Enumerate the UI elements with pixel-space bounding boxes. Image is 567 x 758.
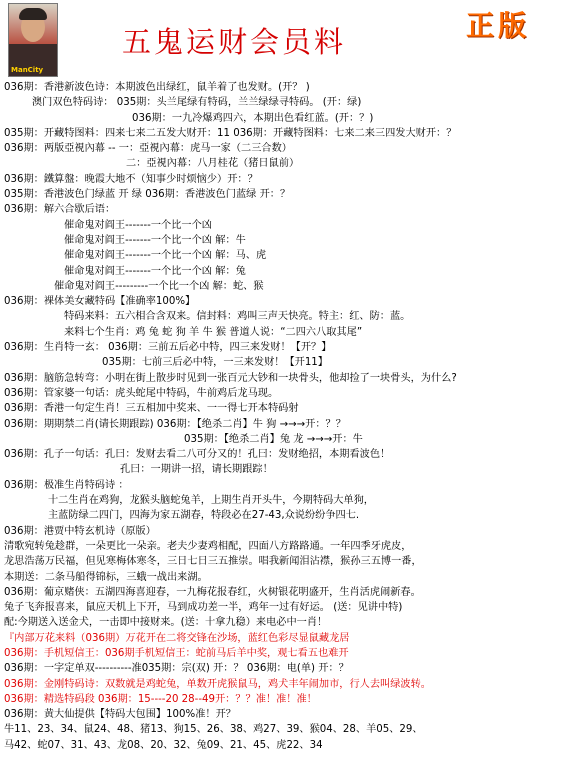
content-line: 036期：生肖特一玄： 036期：三前五后必中特，四三来发财！【开？】 xyxy=(4,342,332,354)
content-line: 清歌宛转兔趁群，一朵更比一朵亲。老夫少妻鸡相配，四面八方路路通。一年四季牙虎皮， xyxy=(4,540,412,552)
author-photo xyxy=(8,3,58,77)
content-line: 本期送：二条马船得锦标，三蛾一战出来湖。 xyxy=(4,571,208,583)
content-line: 牛11、23、34、鼠24、48、猪13、狗15、26、38、鸡27、39、猴04、28、羊05、29、 xyxy=(4,724,423,736)
content-line: 036期：管家婆一句话：虎头蛇尾中特码，牛前鸡后龙马现。 xyxy=(4,387,279,399)
content-line: 来料七个生肖：鸡 兔 蛇 狗 羊 牛 猴 普道人说：“二四六八取其尾” xyxy=(64,326,363,338)
content-line: 036期：期期禁二肖(请长期跟踪) 036期：【绝杀二肖】牛 狗 →→→开：？？ xyxy=(4,418,346,430)
content-line: 035期：开藏特图料：四来七来二五发大财开：11 036期：开藏特图料：七来二来三四发大财开：？ xyxy=(4,127,457,139)
content-line: 036期：孔子一句话：孔曰：发财去看二八可分又的！孔曰：发财绝招，本期看波色！ xyxy=(4,449,391,461)
photo-label: ManCity xyxy=(11,66,44,74)
content-line: 催命鬼对阎王-------一个比一个凶 解：兔 xyxy=(64,265,246,277)
content-line: 特码来料：五六相合含双来。信封料：鸡叫三声天快亮。特主：红、防：蓝。 xyxy=(64,311,411,323)
content-line: 『内部万花来料（036期）万花开在二将交锋在沙场，蓝红色彩尽显鼠藏龙居 xyxy=(4,632,350,644)
content-line: 036期：脑筋急转弯：小明在街上散步时见到一张百元大钞和一块骨头，他却捡了一块骨头，为什么? xyxy=(4,372,457,384)
content-line: 035期：【绝杀二肖】兔 龙 →→→开：牛 xyxy=(184,433,363,445)
content-line: 036期：黄大仙提供【特码大包围】100%准！开？ xyxy=(4,709,236,721)
content-line: 十二生肖在鸡狗，龙猴头脑蛇兔羊，上期生肖开头牛，今期特码大单狗， xyxy=(48,495,374,507)
content-line: 035期：七前三后必中特，一三来发财！【开11】 xyxy=(102,357,328,369)
content-list xyxy=(4,80,564,753)
content-line: 催命鬼对阎王---------一个比一个凶 解：蛇、猴 xyxy=(54,280,264,292)
content-line: 龙思浩荡万民福，但见寒梅体寒冬，三日七日三五推崇。唱我新闻泪沾襟，猴孙三五博一番， xyxy=(4,556,422,568)
authentic-badge: 正版 xyxy=(466,9,531,42)
content-line: 036期：香港一句定生肖！三五相加中奖来、一一得七开本特码射 xyxy=(4,403,299,415)
content-line: 二：亞視內幕：八月桂花（猪日鼠前） xyxy=(126,158,300,170)
content-line: 澳门双色特码诗： 035期：头兰尾绿有特码，兰兰绿绿寻特码。 (开：绿) xyxy=(32,97,362,109)
content-line: 036期：香港新波色诗：本期波色出绿红，鼠羊着了也发财。(开？ ) xyxy=(4,82,310,93)
content-line: 马42、蛇07、31、43、龙08、20、32、兔09、21、45、虎22、34 xyxy=(4,739,323,751)
content-line: 配:今期送入送金犬，一击即中接财来。(送：十拿九稳）来电必中一肖！ xyxy=(4,617,328,629)
content-line: 036期：两版亞視內幕 -- 一：亞視內幕：虎马一家（二三合数） xyxy=(4,143,292,155)
content-line: 036期：一字定单双----------准035期：宗(双) 开：？ 036期：电(单) 开：？ xyxy=(4,663,349,675)
content-line: 孔曰：一期讲一招，请长期跟踪！ xyxy=(120,464,273,476)
content-line: 036期：一九冷爆鸡四六，本期出色看红蓝。(开：？) xyxy=(132,112,374,124)
content-line: 036期：鐵算盤：晚霞大地不（知事少时烦恼少）开：？ xyxy=(4,173,258,185)
page-header xyxy=(0,0,567,80)
content-line: 036期：极准生肖特码诗 ： xyxy=(4,479,129,491)
content-line: 035期：香港波色门绿蓝 开 绿 036期：香港波色门蓝绿 开：？ xyxy=(4,189,291,201)
content-line: 036期：金刚特码诗：双数就是鸡蛇兔，单数开虎猴鼠马，鸡犬丰年闹加市，行人去叫绿波转。 xyxy=(4,678,431,690)
content-line: 036期：港贾中特玄机诗（原版） xyxy=(4,525,156,537)
content-line: 036期：葡京赌侠：五湖四海喜迎春，一九梅花报春红，火树银花明盛开，生肖活虎闹新春。 xyxy=(4,586,421,598)
page-title: 五鬼运财会员料 xyxy=(122,25,347,59)
content-line: 催命鬼对阎王-------一个比一个凶 xyxy=(64,219,212,231)
content-line: 催命鬼对阎王-------一个比一个凶 解：牛 xyxy=(64,234,246,246)
content-line: 036期：精选特码段 036期：15----20 28--49开：？？准！准！准！ xyxy=(4,693,317,705)
content-line: 036期：裸体美女藏特码【准确率100%】 xyxy=(4,296,196,308)
content-line: 036期：手机短信王：036期手机短信王：蛇前马后羊中奖，观七看五也难开 xyxy=(4,647,349,659)
content-line: 兔子飞奔报喜来，鼠应天机上下开，马到成功差一半，鸡年一过有好运。 (送：见讲中特) xyxy=(4,602,403,614)
content-line: 036期：解六合歇后语： xyxy=(4,204,116,216)
content-line: 催命鬼对阎王-------一个比一个凶 解：马、虎 xyxy=(64,250,267,262)
content-line: 主蓝防绿二四门，四海为家五湖春，特段必在27-43,众说纷纷争四七. xyxy=(48,510,360,522)
